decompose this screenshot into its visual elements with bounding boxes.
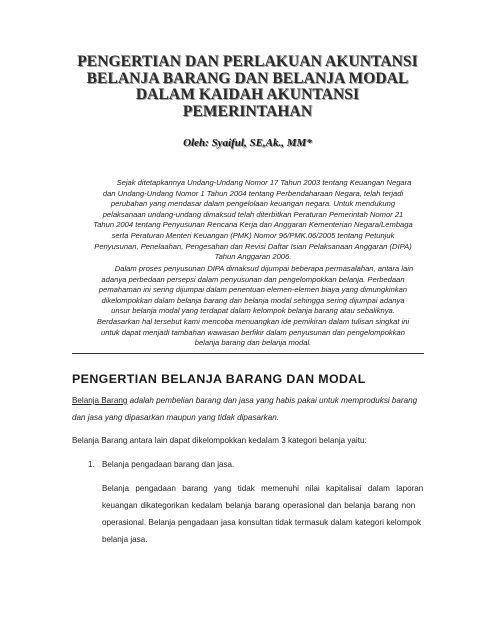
- abstract-line: serta Peraturan Menteri Keuangan (PMK) Nomor 96/PMK.06/2005 tentang Petunjuk: [111, 230, 395, 240]
- abstract-paragraph-1: [86, 178, 420, 263]
- author-line: Oleh: Syaiful, SE,Ak., MM*: [183, 137, 312, 149]
- definition-line-1: [72, 392, 417, 409]
- abstract-line: Tahun 2004 tentang Penyusunan Rencana Kerja dan Anggaran Kementerian Negara/Lembaga: [93, 220, 413, 230]
- abstract-line: adanya perbedaan persepsi dalam penyusunan dan pengelompokkan belanja. Perbedaan: [101, 274, 405, 284]
- document-title: [40, 54, 455, 120]
- list-item-number: 1.: [88, 460, 95, 469]
- section-heading: PENGERTIAN BELANJA BARANG DAN MODAL: [72, 372, 366, 386]
- section-divider: [72, 353, 424, 354]
- categories-intro: Belanja Barang antara lain dapat dikelompokkan kedalam 3 kategori belanja yaitu:: [72, 436, 367, 445]
- list-item-paragraph: [102, 480, 437, 548]
- paragraph-line: belanja jasa.: [102, 535, 148, 544]
- abstract-line: perubahan yang mendasar dalam pengelolaan keuangan negara. Untuk mendukung: [110, 199, 396, 209]
- paragraph-line: keuangan dikategorikan kedalam belanja barang operasional dan belanja barang non: [102, 501, 416, 510]
- title-line: PEMERINTAHAN: [182, 102, 313, 120]
- abstract-line: pelaksanaan undang-undang dimaksud telah diterbitkan Peraturan Pemerintah Nomor 21: [102, 209, 404, 219]
- abstract-line: belanja barang dan belanja modal.: [194, 338, 312, 348]
- abstract-line: dan Undang-Undang Nomor 1 Tahun 2004 tentang Perbendaharaan Negara, telah terjadi: [102, 188, 404, 198]
- abstract-line: Sejak ditetapkannya Undang-Undang Nomor 17 Tahun 2003 tentang Keuangan Negara: [116, 178, 412, 187]
- title-line: PENGERTIAN DAN PERLAKUAN AKUNTANSI: [77, 53, 418, 70]
- title-line: BELANJA BARANG DAN BELANJA MODAL: [86, 69, 409, 87]
- abstract-line: dikelompokkan dalam belanja barang dan belanja modal sehingga sering dijumpai adanya: [101, 295, 405, 305]
- definition-term: Belanja Barang: [72, 396, 128, 405]
- paragraph-line: Belanja pengadaan barang yang tidak memenuhi nilai kapitalisai dalam laporan: [102, 484, 424, 493]
- abstract-line: Penyusunan, Penelaahan, Pengesahan dan Revisi Daftar Isian Pelaksanaan Anggaran (DIPA): [94, 241, 412, 251]
- definition-text: adalah pembelian barang dan jasa yang habis pakai untuk memproduksi barang: [127, 396, 418, 405]
- abstract-line: unsur belanja modal yang terdapat dalam kelompok belanja barang atau sebaliknya.: [111, 306, 395, 316]
- abstract-line: Berdasarkan hal tersebut kami mencoba menuangkan ide pemikiran dalam tulisan singkat ini: [96, 316, 410, 326]
- abstract-line: pemahaman ini sering dijumpai dalam penentuan elemen-elemen biaya yang dimungkinkan: [98, 285, 408, 295]
- abstract-line: Dalam proses penyusunan DIPA dimaksud dijumpai beberapa permasalahan, antara lain: [114, 264, 414, 273]
- paragraph-line: operasional. Belanja pengadaan jasa konsultan tidak termasuk dalam kategori kelompok: [102, 518, 422, 527]
- abstract-line: untuk dapat menjadi tambahan wawasan berfikir dalam penyusunan dan pengelompokkan: [101, 327, 405, 337]
- abstract-line: Tahun Anggaran 2006.: [214, 252, 292, 262]
- list-item-label: Belanja pengadaan barang dan jasa.: [102, 460, 235, 469]
- definition-line-2: dan jasa yang dipasarkan maupun yang tidak dipasarkan.: [72, 413, 279, 422]
- abstract-paragraph-2: [86, 264, 420, 349]
- title-line: DALAM KAIDAH AKUNTANSI: [135, 86, 360, 103]
